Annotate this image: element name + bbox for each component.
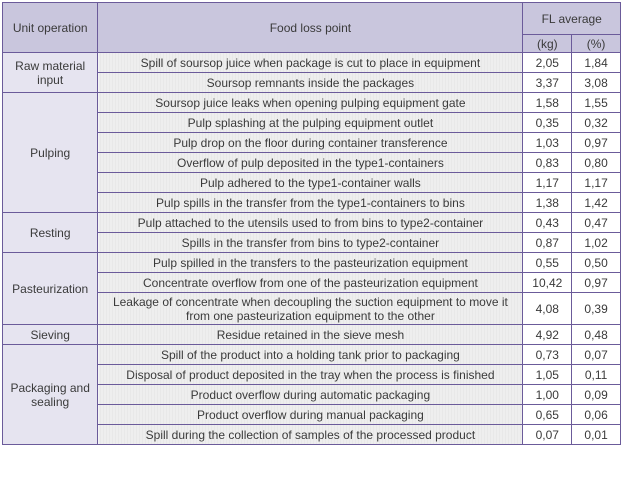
food-loss-point-cell: Product overflow during automatic packaging xyxy=(98,385,523,405)
food-loss-point-cell: Spills in the transfer from bins to type2-container xyxy=(98,233,523,253)
fl-pct-cell: 0,09 xyxy=(572,385,621,405)
food-loss-point-cell: Concentrate overflow from one of the pasteurization equipment xyxy=(98,273,523,293)
fl-pct-cell: 1,17 xyxy=(572,173,621,193)
food-loss-point-cell: Disposal of product deposited in the tray when the process is finished xyxy=(98,365,523,385)
food-loss-point-cell: Leakage of concentrate when decoupling the suction equipment to move it from one pasteurization equipment to the other xyxy=(98,293,523,325)
fl-pct-cell: 0,48 xyxy=(572,325,621,345)
fl-pct-cell: 0,32 xyxy=(572,113,621,133)
fl-kg-cell: 4,92 xyxy=(523,325,572,345)
food-loss-point-cell: Product overflow during manual packaging xyxy=(98,405,523,425)
fl-pct-cell: 0,97 xyxy=(572,273,621,293)
food-loss-point-cell: Pulp attached to the utensils used to from bins to type2-container xyxy=(98,213,523,233)
header-unit-operation: Unit operation xyxy=(3,3,98,53)
unit-operation-cell: Pulping xyxy=(3,93,98,213)
fl-pct-cell: 0,06 xyxy=(572,405,621,425)
fl-kg-cell: 0,83 xyxy=(523,153,572,173)
unit-operation-cell: Resting xyxy=(3,213,98,253)
fl-kg-cell: 0,55 xyxy=(523,253,572,273)
food-loss-point-cell: Residue retained in the sieve mesh xyxy=(98,325,523,345)
fl-pct-cell: 0,11 xyxy=(572,365,621,385)
header-food-loss-point: Food loss point xyxy=(98,3,523,53)
fl-pct-cell: 3,08 xyxy=(572,73,621,93)
fl-kg-cell: 3,37 xyxy=(523,73,572,93)
fl-kg-cell: 1,05 xyxy=(523,365,572,385)
food-loss-point-cell: Pulp spills in the transfer from the type1-containers to bins xyxy=(98,193,523,213)
fl-pct-cell: 0,50 xyxy=(572,253,621,273)
table-row xyxy=(3,253,621,273)
fl-kg-cell: 0,73 xyxy=(523,345,572,365)
food-loss-point-cell: Pulp splashing at the pulping equipment outlet xyxy=(98,113,523,133)
table-row xyxy=(3,213,621,233)
unit-operation-cell: Raw material input xyxy=(3,53,98,93)
fl-pct-cell: 0,01 xyxy=(572,425,621,445)
fl-pct-cell: 0,07 xyxy=(572,345,621,365)
unit-operation-cell: Packaging and sealing xyxy=(3,345,98,445)
table-row xyxy=(3,93,621,113)
header-fl-average: FL average xyxy=(523,3,621,35)
food-loss-point-cell: Spill during the collection of samples of the processed product xyxy=(98,425,523,445)
fl-pct-cell: 1,84 xyxy=(572,53,621,73)
fl-kg-cell: 1,38 xyxy=(523,193,572,213)
unit-operation-cell: Pasteurization xyxy=(3,253,98,325)
food-loss-point-cell: Pulp spilled in the transfers to the pasteurization equipment xyxy=(98,253,523,273)
header-pct: (%) xyxy=(572,35,621,53)
food-loss-point-cell: Spill of the product into a holding tank prior to packaging xyxy=(98,345,523,365)
table-row xyxy=(3,345,621,365)
fl-kg-cell: 1,58 xyxy=(523,93,572,113)
fl-kg-cell: 0,07 xyxy=(523,425,572,445)
food-loss-point-cell: Pulp adhered to the type1-container walls xyxy=(98,173,523,193)
food-loss-point-cell: Overflow of pulp deposited in the type1-containers xyxy=(98,153,523,173)
fl-kg-cell: 1,03 xyxy=(523,133,572,153)
fl-kg-cell: 0,43 xyxy=(523,213,572,233)
food-loss-point-cell: Soursop remnants inside the packages xyxy=(98,73,523,93)
fl-kg-cell: 2,05 xyxy=(523,53,572,73)
table-row xyxy=(3,325,621,345)
fl-kg-cell: 1,00 xyxy=(523,385,572,405)
fl-pct-cell: 1,42 xyxy=(572,193,621,213)
food-loss-table xyxy=(2,2,621,445)
unit-operation-cell: Sieving xyxy=(3,325,98,345)
table-body xyxy=(3,53,621,445)
fl-kg-cell: 10,42 xyxy=(523,273,572,293)
fl-kg-cell: 0,87 xyxy=(523,233,572,253)
fl-pct-cell: 0,80 xyxy=(572,153,621,173)
fl-pct-cell: 0,39 xyxy=(572,293,621,325)
fl-kg-cell: 0,35 xyxy=(523,113,572,133)
food-loss-point-cell: Pulp drop on the floor during container transference xyxy=(98,133,523,153)
fl-kg-cell: 1,17 xyxy=(523,173,572,193)
table-row xyxy=(3,53,621,73)
fl-pct-cell: 1,55 xyxy=(572,93,621,113)
fl-pct-cell: 0,97 xyxy=(572,133,621,153)
fl-kg-cell: 4,08 xyxy=(523,293,572,325)
fl-pct-cell: 0,47 xyxy=(572,213,621,233)
header-kg: (kg) xyxy=(523,35,572,53)
fl-kg-cell: 0,65 xyxy=(523,405,572,425)
fl-pct-cell: 1,02 xyxy=(572,233,621,253)
food-loss-point-cell: Soursop juice leaks when opening pulping equipment gate xyxy=(98,93,523,113)
food-loss-point-cell: Spill of soursop juice when package is cut to place in equipment xyxy=(98,53,523,73)
